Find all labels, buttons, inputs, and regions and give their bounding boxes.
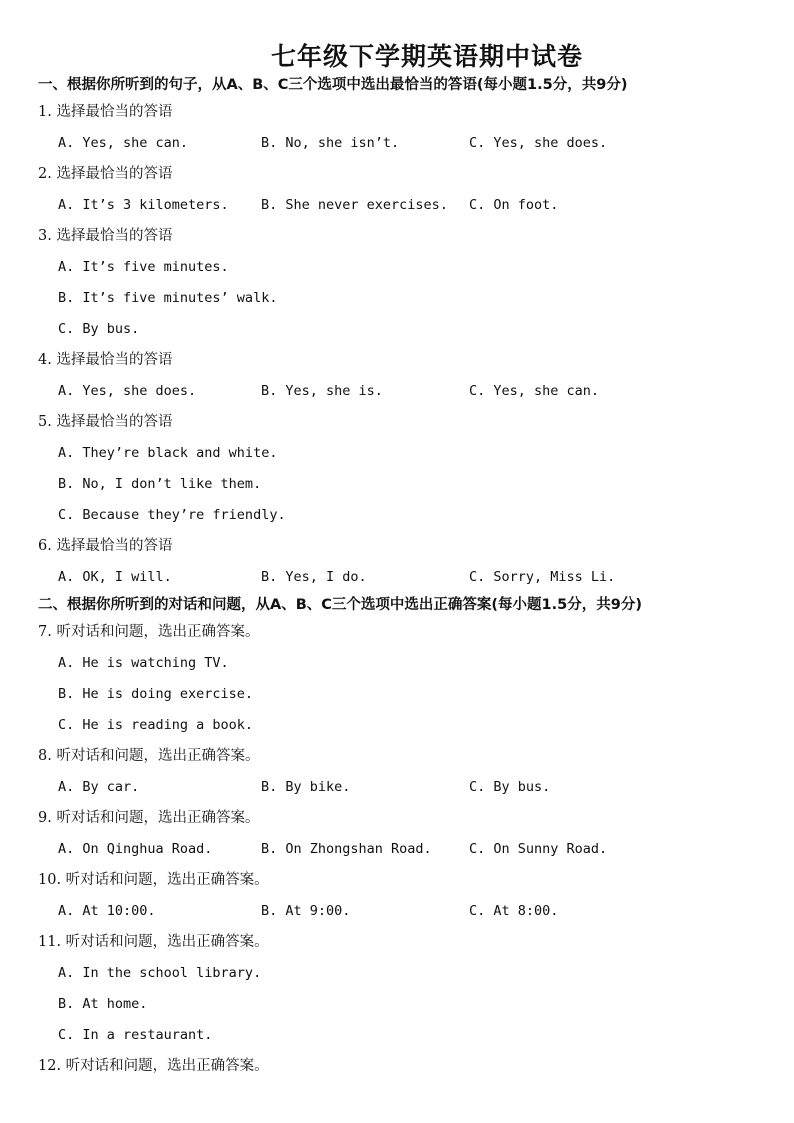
section-heading-2: 二、根据你所听到的对话和问题，从A、B、C三个选项中选出正确答案(每小题1.5分，共9分) bbox=[38, 597, 642, 613]
option-c: C. On Sunny Road. bbox=[469, 841, 608, 857]
option-a: A. OK, I will. bbox=[58, 569, 172, 585]
question-10: 10. 听对话和问题，选出正确答案。 bbox=[38, 872, 269, 888]
option-c: C. On foot. bbox=[469, 197, 559, 213]
question-8: 8. 听对话和问题，选出正确答案。 bbox=[38, 748, 260, 764]
question-9: 9. 听对话和问题，选出正确答案。 bbox=[38, 810, 260, 826]
option-b: B. It’s five minutes’ walk. bbox=[58, 290, 278, 306]
page-title: 七年级下学期英语期中试卷 bbox=[270, 42, 583, 71]
option-a: A. It’s five minutes. bbox=[58, 259, 229, 275]
question-4: 4. 选择最恰当的答语 bbox=[38, 352, 173, 368]
option-b: B. Yes, I do. bbox=[261, 569, 367, 585]
question-11: 11. 听对话和问题，选出正确答案。 bbox=[38, 934, 269, 950]
option-b: B. On Zhongshan Road. bbox=[261, 841, 432, 857]
option-a: A. Yes, she does. bbox=[58, 383, 197, 399]
question-6: 6. 选择最恰当的答语 bbox=[38, 538, 173, 554]
question-3: 3. 选择最恰当的答语 bbox=[38, 228, 173, 244]
option-a: A. In the school library. bbox=[58, 965, 262, 981]
question-5: 5. 选择最恰当的答语 bbox=[38, 414, 173, 430]
option-b: B. At home. bbox=[58, 996, 148, 1012]
option-c: C. In a restaurant. bbox=[58, 1027, 213, 1043]
option-b: B. He is doing exercise. bbox=[58, 686, 254, 702]
option-c: C. Yes, she does. bbox=[469, 135, 608, 151]
question-12: 12. 听对话和问题，选出正确答案。 bbox=[38, 1058, 269, 1074]
question-9-options bbox=[38, 834, 764, 865]
question-6-options bbox=[38, 562, 764, 593]
option-b: B. No, she isn’t. bbox=[261, 135, 400, 151]
question-4-options bbox=[38, 376, 764, 407]
question-2-options bbox=[38, 190, 764, 221]
option-a: A. On Qinghua Road. bbox=[58, 841, 213, 857]
option-b: B. At 9:00. bbox=[261, 903, 351, 919]
option-a: A. At 10:00. bbox=[58, 903, 156, 919]
option-a: A. By car. bbox=[58, 779, 140, 795]
option-c: C. By bus. bbox=[58, 321, 140, 337]
option-b: B. No, I don’t like them. bbox=[58, 476, 262, 492]
option-c: C. He is reading a book. bbox=[58, 717, 254, 733]
option-c: C. Sorry, Miss Li. bbox=[469, 569, 616, 585]
option-b: B. She never exercises. bbox=[261, 197, 448, 213]
question-1-options bbox=[38, 128, 764, 159]
option-b: B. By bike. bbox=[261, 779, 351, 795]
option-c: C. At 8:00. bbox=[469, 903, 559, 919]
option-c: C. Yes, she can. bbox=[469, 383, 600, 399]
option-a: A. They’re black and white. bbox=[58, 445, 278, 461]
question-10-options bbox=[38, 896, 764, 927]
option-a: A. It’s 3 kilometers. bbox=[58, 197, 229, 213]
option-a: A. He is watching TV. bbox=[58, 655, 229, 671]
option-c: C. Because they’re friendly. bbox=[58, 507, 286, 523]
section-heading-1: 一、根据你所听到的句子，从A、B、C三个选项中选出最恰当的答语(每小题1.5分，共9分) bbox=[38, 77, 628, 93]
option-c: C. By bus. bbox=[469, 779, 551, 795]
question-1: 1. 选择最恰当的答语 bbox=[38, 104, 173, 120]
question-2: 2. 选择最恰当的答语 bbox=[38, 166, 173, 182]
option-b: B. Yes, she is. bbox=[261, 383, 383, 399]
question-7: 7. 听对话和问题，选出正确答案。 bbox=[38, 624, 260, 640]
question-8-options bbox=[38, 772, 764, 803]
option-a: A. Yes, she can. bbox=[58, 135, 189, 151]
